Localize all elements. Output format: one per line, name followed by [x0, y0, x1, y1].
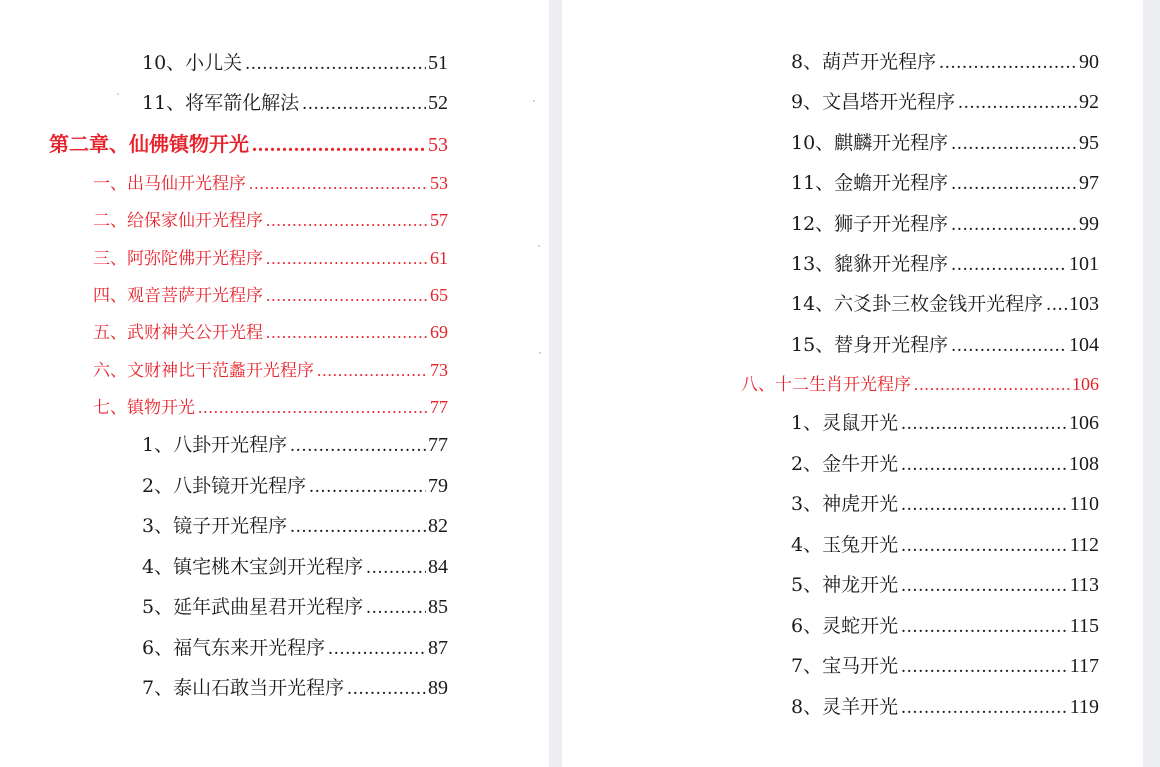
toc-entry-page: 77 [428, 434, 448, 456]
toc-entry[interactable] [142, 592, 448, 622]
toc-entry-page: 89 [428, 677, 448, 699]
toc-entry[interactable] [142, 511, 448, 541]
dot-leader [901, 693, 1068, 723]
toc-entry-page: 117 [1069, 655, 1099, 677]
toc-entry[interactable] [791, 209, 1099, 239]
toc-entry-label: 7、宝马开光 [791, 655, 899, 677]
toc-entry-page: 95 [1079, 132, 1099, 154]
dot-leader [317, 356, 428, 386]
toc-entry[interactable] [791, 530, 1099, 560]
dot-leader [328, 634, 426, 664]
toc-entry-label: 六、文财神比干范蠡开光程序 [93, 361, 314, 381]
toc-entry-page: 57 [430, 210, 448, 230]
toc-entry-label: 3、镜子开光程序 [142, 515, 288, 537]
toc-entry[interactable] [142, 633, 448, 663]
toc-page-right [562, 0, 1143, 767]
toc-entry[interactable] [791, 611, 1099, 641]
toc-entry-page: 113 [1069, 574, 1099, 596]
toc-entry-page: 103 [1069, 293, 1099, 315]
toc-entry-label: 4、玉兔开光 [791, 534, 899, 556]
dot-leader [901, 612, 1068, 642]
toc-section-entry[interactable] [93, 317, 448, 347]
dot-leader [266, 318, 428, 348]
toc-entry[interactable] [791, 449, 1099, 479]
dot-leader [366, 553, 426, 583]
dot-leader [266, 244, 428, 274]
toc-entry-page: 53 [430, 173, 448, 193]
toc-entry[interactable] [791, 47, 1099, 77]
toc-entry-label: 9、文昌塔开光程序 [791, 91, 956, 113]
dot-leader [901, 652, 1068, 682]
toc-entry-page: 84 [428, 556, 448, 578]
toc-entry[interactable] [791, 570, 1099, 600]
toc-section-entry[interactable] [741, 369, 1099, 399]
toc-entry-page: 53 [428, 134, 448, 156]
dot-leader [951, 129, 1077, 159]
dot-leader [901, 409, 1067, 439]
toc-entry-label: 五、武财神关公开光程 [93, 323, 263, 343]
toc-entry-page: 115 [1069, 615, 1099, 637]
toc-entry-page: 61 [430, 248, 448, 268]
toc-chapter-heading[interactable] [49, 129, 448, 159]
toc-entry-page: 79 [428, 475, 448, 497]
toc-entry-page: 87 [428, 637, 448, 659]
toc-entry-label: 12、狮子开光程序 [791, 213, 949, 235]
dot-leader [951, 210, 1077, 240]
toc-entry-page: 99 [1079, 213, 1099, 235]
scan-speck [538, 245, 540, 247]
toc-entry-label: 15、替身开光程序 [791, 334, 949, 356]
dot-leader [290, 512, 426, 542]
toc-entry-page: 85 [428, 596, 448, 618]
toc-entry[interactable] [142, 471, 448, 501]
toc-entry-label: 3、神虎开光 [791, 493, 899, 515]
toc-entry[interactable] [142, 552, 448, 582]
toc-entry-label: 8、灵羊开光 [791, 696, 899, 718]
toc-entry-label: 第二章、仙佛镇物开光 [49, 132, 249, 156]
toc-entry-page: 82 [428, 515, 448, 537]
dot-leader [366, 593, 426, 623]
dot-leader [266, 206, 428, 236]
toc-entry-label: 1、灵鼠开光 [791, 412, 899, 434]
toc-entry-label: 11、金蟾开光程序 [791, 172, 949, 194]
dot-leader [252, 130, 426, 160]
toc-entry-label: 四、观音菩萨开光程序 [93, 286, 263, 306]
dot-leader [302, 89, 426, 119]
toc-entry-label: 七、镇物开光 [93, 398, 195, 418]
toc-entry-page: 104 [1069, 334, 1099, 356]
toc-entry-page: 101 [1069, 253, 1099, 275]
toc-entry[interactable] [791, 249, 1099, 279]
toc-entry[interactable] [791, 692, 1099, 722]
scan-speck [539, 352, 541, 354]
toc-entry-page: 108 [1069, 453, 1099, 475]
toc-entry-page: 112 [1069, 534, 1099, 556]
toc-entry-page: 69 [430, 322, 448, 342]
scan-speck [533, 100, 535, 102]
toc-entry-label: 7、泰山石敢当开光程序 [142, 677, 345, 699]
toc-entry-label: 4、镇宅桃木宝剑开光程序 [142, 556, 364, 578]
toc-entry-label: 八、十二生肖开光程序 [741, 375, 911, 395]
toc-entry-page: 52 [428, 92, 448, 114]
dot-leader [951, 169, 1077, 199]
toc-entry-page: 110 [1069, 493, 1099, 515]
toc-entry-label: 1、八卦开光程序 [142, 434, 288, 456]
toc-entry-page: 119 [1069, 696, 1099, 718]
dot-leader [198, 393, 428, 423]
toc-entry-label: 11、将军箭化解法 [142, 92, 300, 114]
toc-entry-label: 10、麒麟开光程序 [791, 132, 949, 154]
toc-entry[interactable] [791, 128, 1099, 158]
toc-entry-page: 92 [1079, 91, 1099, 113]
toc-entry-label: 10、小儿关 [142, 52, 243, 74]
dot-leader [347, 674, 426, 704]
toc-entry-label: 5、延年武曲星君开光程序 [142, 596, 364, 618]
toc-page-left [0, 0, 549, 767]
toc-entry-label: 8、葫芦开光程序 [791, 51, 937, 73]
toc-entry-label: 2、金牛开光 [791, 453, 899, 475]
dot-leader [309, 472, 426, 502]
toc-entry[interactable] [791, 87, 1099, 117]
dot-leader [951, 250, 1067, 280]
toc-entry-label: 5、神龙开光 [791, 574, 899, 596]
toc-entry-page: 51 [428, 52, 448, 74]
toc-section-entry[interactable] [93, 168, 448, 198]
dot-leader [1046, 290, 1067, 320]
toc-section-entry[interactable] [93, 205, 448, 235]
dot-leader [958, 88, 1077, 118]
dot-leader [245, 49, 426, 79]
toc-section-entry[interactable] [93, 280, 448, 310]
toc-section-entry[interactable] [93, 355, 448, 385]
toc-entry[interactable] [791, 330, 1099, 360]
toc-entry[interactable] [791, 408, 1099, 438]
toc-entry-label: 13、貔貅开光程序 [791, 253, 949, 275]
dot-leader [914, 370, 1070, 400]
toc-entry-label: 6、福气东来开光程序 [142, 637, 326, 659]
dot-leader [939, 48, 1077, 78]
toc-entry-page: 73 [430, 360, 448, 380]
dot-leader [290, 431, 426, 461]
dot-leader [901, 531, 1068, 561]
toc-entry[interactable] [142, 430, 448, 460]
toc-entry-label: 6、灵蛇开光 [791, 615, 899, 637]
toc-entry-page: 65 [430, 285, 448, 305]
toc-entry-page: 77 [430, 397, 448, 417]
scan-speck [117, 93, 119, 95]
toc-entry-label: 三、阿弥陀佛开光程序 [93, 249, 263, 269]
toc-entry-label: 2、八卦镜开光程序 [142, 475, 307, 497]
toc-entry-page: 97 [1079, 172, 1099, 194]
dot-leader [901, 490, 1068, 520]
toc-entry[interactable] [791, 168, 1099, 198]
toc-entry[interactable] [142, 48, 448, 78]
toc-entry[interactable] [142, 673, 448, 703]
toc-entry-page: 106 [1069, 412, 1099, 434]
dot-leader [249, 169, 428, 199]
toc-entry[interactable] [791, 489, 1099, 519]
toc-entry[interactable] [142, 88, 448, 118]
toc-entry[interactable] [791, 651, 1099, 681]
toc-entry-label: 二、给保家仙开光程序 [93, 211, 263, 231]
toc-entry-page: 106 [1072, 374, 1099, 394]
toc-entry-label: 一、出马仙开光程序 [93, 174, 246, 194]
dot-leader [266, 281, 428, 311]
dot-leader [951, 331, 1067, 361]
toc-entry-label: 14、六爻卦三枚金钱开光程序 [791, 293, 1044, 315]
dot-leader [901, 571, 1068, 601]
toc-entry[interactable] [791, 289, 1099, 319]
toc-section-entry[interactable] [93, 392, 448, 422]
toc-section-entry[interactable] [93, 243, 448, 273]
toc-entry-page: 90 [1079, 51, 1099, 73]
dot-leader [901, 450, 1067, 480]
